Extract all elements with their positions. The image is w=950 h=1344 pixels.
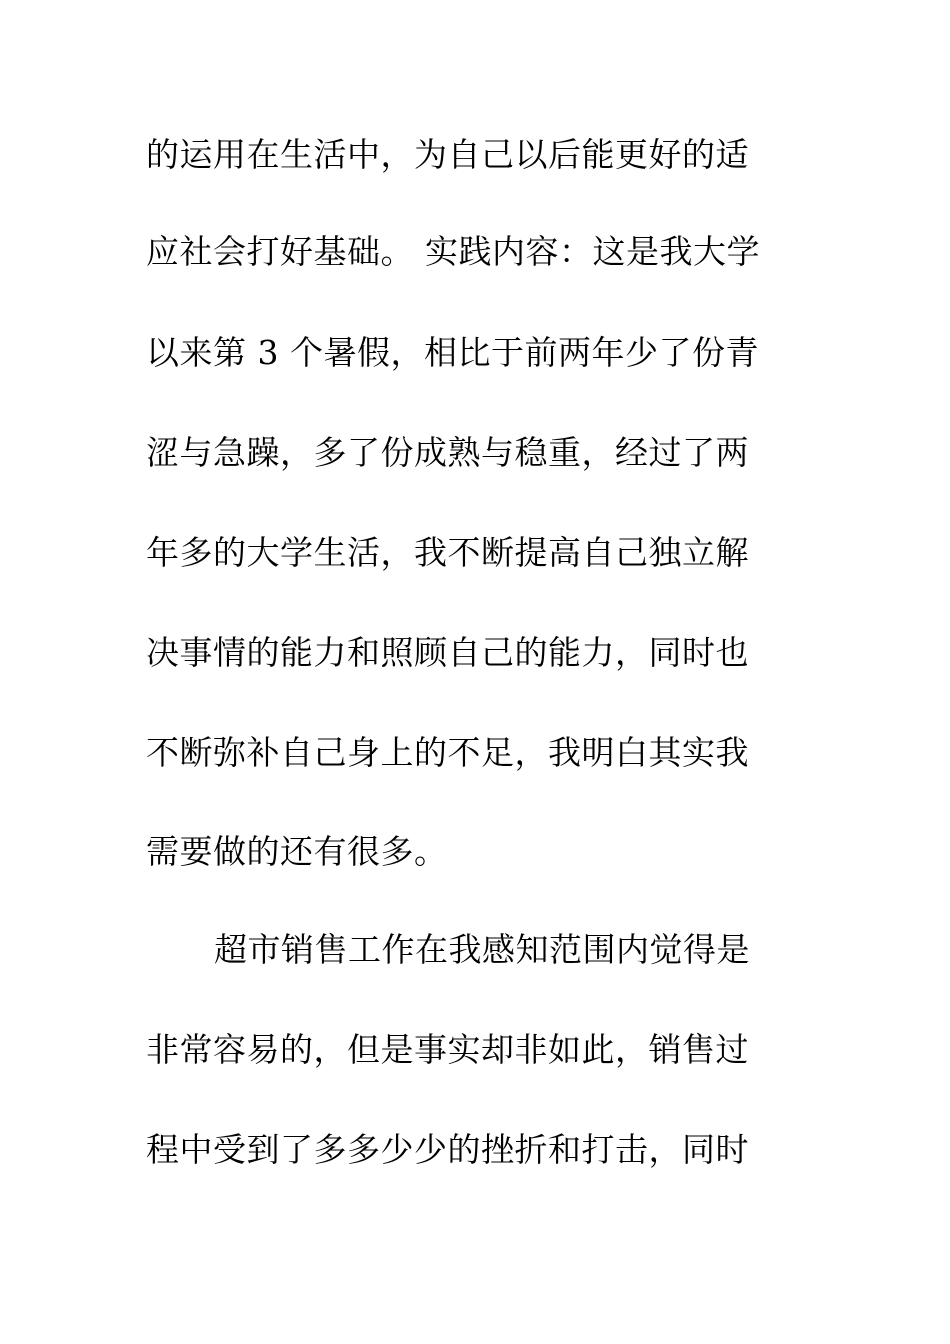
text-line: 不断弥补自己身上的不足，我明白其实我 — [146, 733, 749, 772]
text-line: 涩与急躁，多了份成熟与稳重，经过了两 — [146, 433, 749, 472]
text-line: 年多的大学生活，我不断提高自己独立解 — [146, 533, 749, 572]
text-line: 需要做的还有很多。 — [146, 832, 448, 871]
text-line: 程中受到了多多少少的挫折和打击，同时 — [146, 1130, 749, 1169]
text-line: 应社会打好基础。 实践内容：这是我大学 — [146, 232, 760, 271]
text-line: 以来第 3 个暑假，相比于前两年少了份青 — [146, 333, 759, 372]
text-line-indented: 超市销售工作在我感知范围内觉得是 — [214, 930, 750, 969]
text-line: 非常容易的，但是事实却非如此，销售过 — [146, 1030, 749, 1069]
text-line: 决事情的能力和照顾自己的能力，同时也 — [146, 633, 749, 672]
text-line: 的运用在生活中，为自己以后能更好的适 — [146, 135, 749, 174]
